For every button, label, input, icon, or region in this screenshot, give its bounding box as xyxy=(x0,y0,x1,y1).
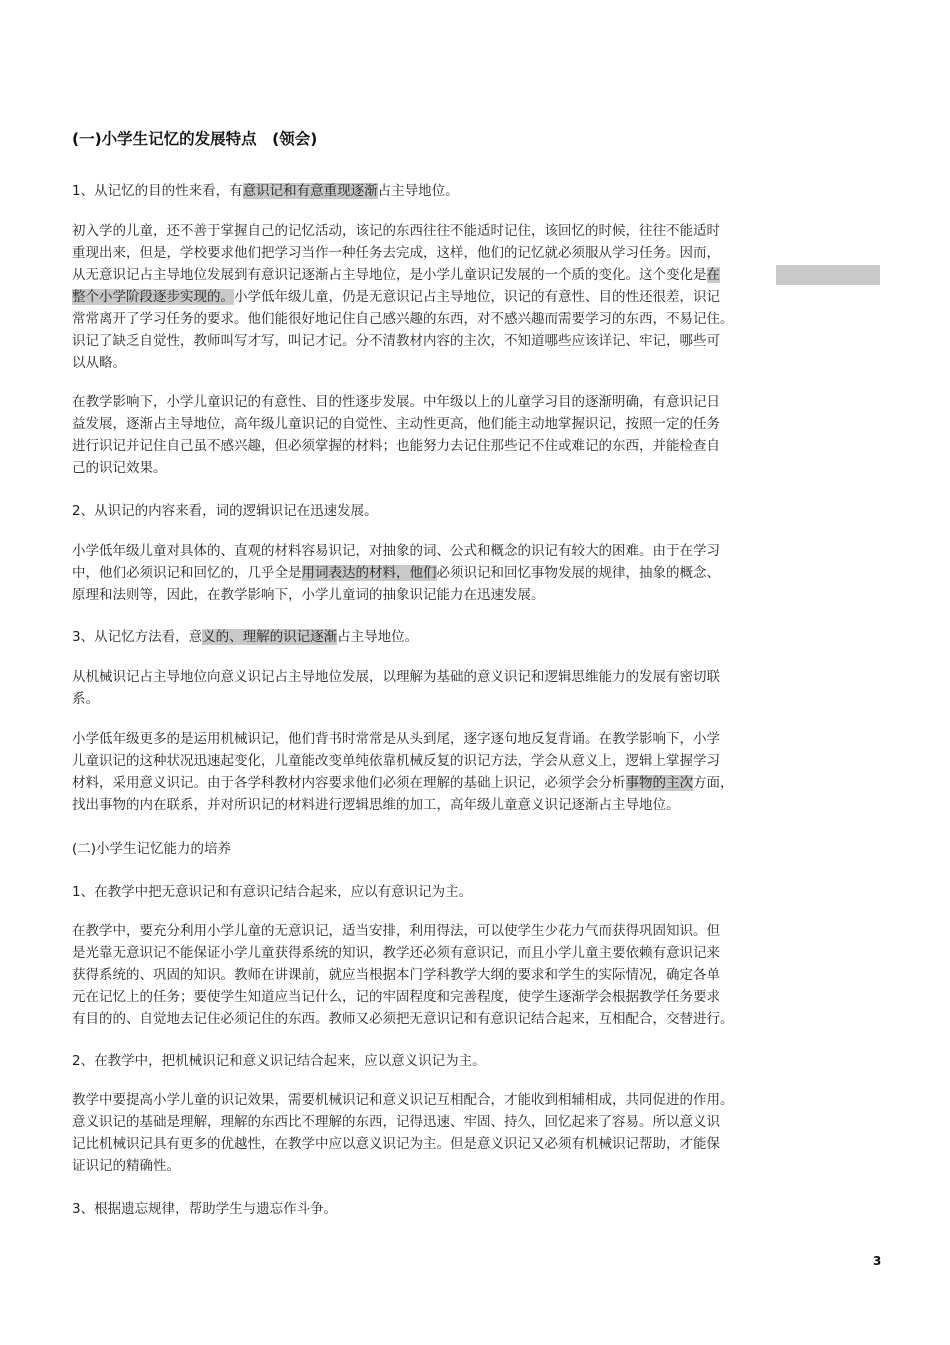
highlighted-text: 整个小学阶段逐步实现的。 xyxy=(72,289,234,305)
paragraph-line: 是光靠无意识记不能保证小学儿童获得系统的知识，教学还必须有意识记，而且小学儿童主要依赖有意识记来 xyxy=(72,945,720,961)
point-3-heading xyxy=(72,627,418,647)
paragraph-line: 找出事物的内在联系，并对所识记的材料进行逻辑思维的加工，高年级儿童意义识记逐渐占主导地位。 xyxy=(72,797,680,813)
s2-point-2-heading: 2、在教学中，把机械识记和意义识记结合起来，应以意义识记为主。 xyxy=(72,1053,486,1069)
text-segment: 从无意识记占主导地位发展到有意识记逐渐占主导地位，是小学儿童识记发展的一个质的变化。这个变化是 xyxy=(72,267,707,283)
s2-point-1-heading: 1、在教学中把无意识记和有意识记结合起来，应以有意识记为主。 xyxy=(72,884,473,900)
paragraph-line: 小学低年级更多的是运用机械识记，他们背书时常常是从头到尾，逐字逐句地反复背诵。在教学影响下，小学 xyxy=(72,731,720,747)
paragraph-line: 在教学中，要充分利用小学儿童的无意识记，适当安排，利用得法，可以使学生少花力气而获得巩固知识。但 xyxy=(72,923,720,939)
page-number: 3 xyxy=(873,1254,882,1268)
highlight-bar xyxy=(776,265,880,285)
highlighted-text: 意识记和有意重现逐渐 xyxy=(242,183,378,199)
section-title-1: (一)小学生记忆的发展特点 (领会) xyxy=(72,130,318,148)
paragraph-line: 益发展，逐渐占主导地位，高年级儿童识记的自觉性、主动性更高，他们能主动地掌握识记，按照一定的任务 xyxy=(72,416,720,432)
paragraph-line: 从机械识记占主导地位向意义识记占主导地位发展，以理解为基础的意义识记和逻辑思维能力的发展有密切联 xyxy=(72,669,720,685)
paragraph-line: 常常离开了学习任务的要求。他们能很好地记住自己感兴趣的东西，对不感兴趣而需要学习的东西，不易记住。 xyxy=(72,311,734,327)
paragraph-line: 意义识记的基础是理解，理解的东西比不理解的东西，记得迅速、牢固、持久，回忆起来了容易。所以意义识 xyxy=(72,1114,720,1130)
text-segment: 方面， xyxy=(693,775,734,791)
paragraph-line xyxy=(72,563,720,583)
text-segment: 材料，采用意义识记。由于各学科教材内容要求他们必须在理解的基础上识记，必须学会分析 xyxy=(72,775,626,791)
text-segment: 3、从记忆方法看，意 xyxy=(72,629,203,645)
text-segment: 中，他们必须识记和回忆的，几乎全是 xyxy=(72,565,302,581)
paragraph-line xyxy=(72,773,734,793)
paragraph-line: 儿童识记的这种状况迅速起变化，儿童能改变单纯依靠机械反复的识记方法，学会从意义上，逻辑上掌握学习 xyxy=(72,753,720,769)
paragraph-line: 系。 xyxy=(72,691,99,707)
s2-point-3-heading: 3、根据遗忘规律，帮助学生与遗忘作斗争。 xyxy=(72,1201,338,1217)
highlighted-text: 用词表达的材料，他们 xyxy=(301,565,437,581)
text-segment: 占主导地位。 xyxy=(377,183,459,199)
paragraph-line: 获得系统的、巩固的知识。教师在讲课前，就应当根据本门学科教学大纲的要求和学生的实际情况，确定各单 xyxy=(72,967,720,983)
paragraph-line: 有目的的、自觉地去记住必须记住的东西。教师又必须把无意识记和有意识记结合起来，互相配合，交替进行。 xyxy=(72,1011,734,1027)
paragraph-line: 原理和法则等，因此，在教学影响下，小学儿童词的抽象识记能力在迅速发展。 xyxy=(72,587,545,603)
highlighted-text: 在 xyxy=(706,267,720,283)
paragraph-line: 识记了缺乏自觉性，教师叫写才写，叫记才记。分不清教材内容的主次，不知道哪些应该详记、牢记，哪些可 xyxy=(72,333,720,349)
text-segment: 1、从记忆的目的性来看，有 xyxy=(72,183,243,199)
highlighted-text: 事物的主次 xyxy=(625,775,693,791)
paragraph-line xyxy=(72,265,720,285)
paragraph-line: 证识记的精确性。 xyxy=(72,1158,180,1174)
paragraph-line: 以从略。 xyxy=(72,355,126,371)
point-1-heading xyxy=(72,181,459,201)
paragraph-line: 重现出来，但是，学校要求他们把学习当作一种任务去完成，这样，他们的记忆就必须服从学习任务。因而， xyxy=(72,245,720,261)
paragraph-line: 己的识记效果。 xyxy=(72,460,167,476)
paragraph-line: 记比机械识记具有更多的优越性，在教学中应以意义识记为主。但是意义识记又必须有机械识记帮助，才能保 xyxy=(72,1136,720,1152)
paragraph-line: 元在记忆上的任务；要使学生知道应当记什么，记的牢固程度和完善程度，使学生逐渐学会根据教学任务要求 xyxy=(72,989,720,1005)
paragraph-line: 在教学影响下，小学儿童识记的有意性、目的性逐步发展。中年级以上的儿童学习目的逐渐明确，有意识记日 xyxy=(72,394,720,410)
text-segment: 小学低年级儿童，仍是无意识记占主导地位，识记的有意性、目的性还很差，识记 xyxy=(234,289,720,305)
paragraph-line xyxy=(72,287,720,307)
text-segment: 占主导地位。 xyxy=(337,629,419,645)
text-segment: 必须识记和回忆事物发展的规律，抽象的概念、 xyxy=(436,565,720,581)
section-title-2: (二)小学生记忆能力的培养 xyxy=(72,841,232,857)
paragraph-line: 教学中要提高小学儿童的识记效果，需要机械识记和意义识记互相配合，才能收到相辅相成，共同促进的作用。 xyxy=(72,1092,734,1108)
paragraph-line: 小学低年级儿童对具体的、直观的材料容易识记，对抽象的词、公式和概念的识记有较大的困难。由于在学习 xyxy=(72,543,720,559)
paragraph-line: 进行识记并记住自己虽不感兴趣，但必须掌握的材料；也能努力去记住那些记不住或难记的东西，并能检查自 xyxy=(72,438,720,454)
point-2-heading: 2、从识记的内容来看，词的逻辑识记在迅速发展。 xyxy=(72,503,378,519)
highlighted-text: 义的、理解的识记逐渐 xyxy=(202,629,338,645)
paragraph-line: 初入学的儿童，还不善于掌握自己的记忆活动，该记的东西往往不能适时记住，该回忆的时候，往往不能适时 xyxy=(72,223,720,239)
